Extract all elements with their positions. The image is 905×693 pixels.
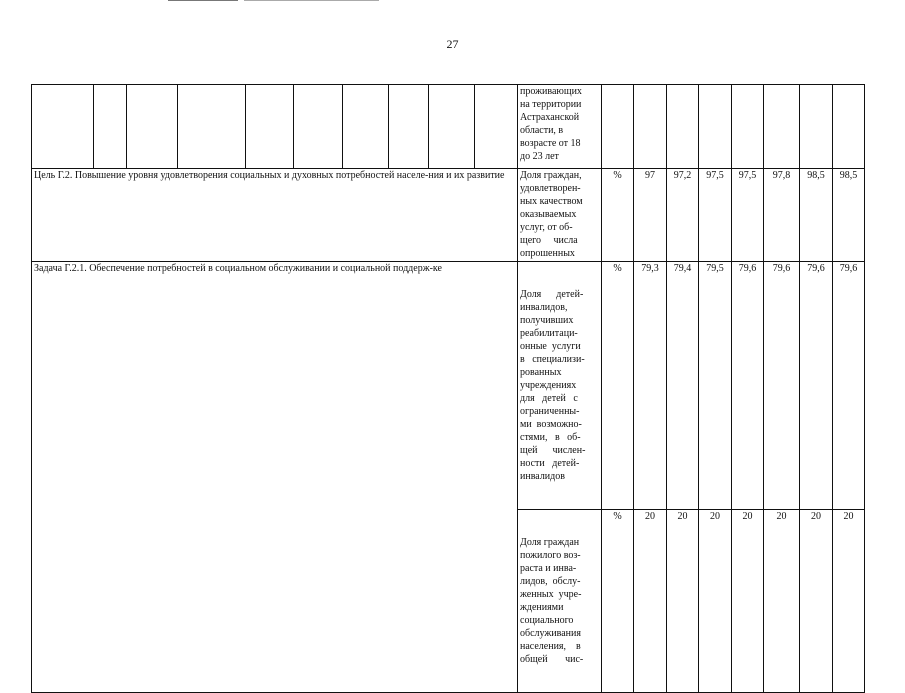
value-cell: 20 bbox=[634, 510, 667, 693]
indicator-line: удовлетворен- bbox=[520, 183, 581, 194]
indicator-line: лидов, обслу- bbox=[520, 576, 581, 587]
value-cell: 97,8 bbox=[764, 169, 800, 262]
value-cell: 20 bbox=[764, 510, 800, 693]
indicator-line: общей чис- bbox=[520, 654, 584, 665]
indicator-line: для детей с bbox=[520, 393, 578, 404]
indicator-line: Астраханской bbox=[520, 112, 580, 123]
indicator-line: ограниченны- bbox=[520, 406, 580, 417]
scan-mark-top-2 bbox=[244, 0, 379, 1]
indicator-line: области, в bbox=[520, 125, 564, 136]
indicator-cell bbox=[518, 262, 602, 510]
empty-cell bbox=[634, 85, 667, 169]
empty-cell bbox=[32, 85, 94, 169]
indicator-line: стями, в об- bbox=[520, 432, 581, 443]
value-cell: 97 bbox=[634, 169, 667, 262]
value-cell: 20 bbox=[699, 510, 732, 693]
empty-cell bbox=[429, 85, 475, 169]
indicator-line: получивших bbox=[520, 315, 574, 326]
value-cell: 79,5 bbox=[699, 262, 732, 510]
indicator-line: обслуживания bbox=[520, 628, 581, 639]
indicator-line: Доля граждан bbox=[520, 537, 580, 548]
indicator-line: в специализи- bbox=[520, 354, 585, 365]
table-row-goal bbox=[32, 169, 865, 262]
indicator-line: проживающих bbox=[520, 86, 582, 97]
indicator-line: населения, в bbox=[520, 641, 581, 652]
indicator-cell bbox=[518, 85, 602, 169]
page-number: 27 bbox=[446, 37, 459, 51]
value-cell: 79,4 bbox=[667, 262, 699, 510]
indicator-line: ности детей- bbox=[520, 458, 580, 469]
value-cell: 79,6 bbox=[732, 262, 764, 510]
indicator-line: реабилитаци- bbox=[520, 328, 578, 339]
indicator-line: ждениями bbox=[520, 602, 564, 613]
table-row-continuation bbox=[32, 85, 865, 169]
value-cell: 79,6 bbox=[833, 262, 865, 510]
value-cell: 97,5 bbox=[699, 169, 732, 262]
empty-cell bbox=[178, 85, 246, 169]
value-cell: 20 bbox=[667, 510, 699, 693]
empty-cell bbox=[800, 85, 833, 169]
indicator-line: ми возможно- bbox=[520, 419, 582, 430]
indicator-cell bbox=[518, 169, 602, 262]
indicator-line: Доля детей- bbox=[520, 289, 584, 300]
indicator-cell bbox=[518, 510, 602, 693]
value-cell: 79,6 bbox=[764, 262, 800, 510]
indicator-line: ных качеством bbox=[520, 196, 583, 207]
indicator-line: инвалидов, bbox=[520, 302, 568, 313]
table-row-task bbox=[32, 262, 865, 510]
value-cell: 98,5 bbox=[800, 169, 833, 262]
empty-cell bbox=[667, 85, 699, 169]
empty-cell bbox=[94, 85, 127, 169]
empty-cell bbox=[127, 85, 178, 169]
unit-cell: % bbox=[602, 169, 634, 262]
empty-cell bbox=[833, 85, 865, 169]
indicator-line: социального bbox=[520, 615, 574, 626]
empty-cell bbox=[699, 85, 732, 169]
scan-mark-top bbox=[168, 0, 238, 1]
indicator-line: возрасте от 18 bbox=[520, 138, 581, 149]
value-cell: 98,5 bbox=[833, 169, 865, 262]
empty-cell bbox=[343, 85, 389, 169]
empty-cell bbox=[602, 85, 634, 169]
unit-cell: % bbox=[602, 262, 634, 510]
empty-cell bbox=[732, 85, 764, 169]
empty-cell bbox=[764, 85, 800, 169]
indicator-line: инвалидов bbox=[520, 471, 565, 482]
value-cell: 79,6 bbox=[800, 262, 833, 510]
unit-cell: % bbox=[602, 510, 634, 693]
value-cell: 79,3 bbox=[634, 262, 667, 510]
indicator-line: онные услуги bbox=[520, 341, 581, 352]
indicator-line: женных учре- bbox=[520, 589, 582, 600]
indicator-line: на территории bbox=[520, 99, 582, 110]
value-cell: 20 bbox=[833, 510, 865, 693]
empty-cell bbox=[294, 85, 343, 169]
indicator-line: щей числен- bbox=[520, 445, 586, 456]
indicator-table bbox=[31, 84, 865, 693]
task-cell: Задача Г.2.1. Обеспечение потребностей в социальном обслуживании и социальной поддерж-ке bbox=[32, 262, 518, 693]
value-cell: 20 bbox=[732, 510, 764, 693]
indicator-line: услуг, от об- bbox=[520, 222, 573, 233]
empty-cell bbox=[475, 85, 518, 169]
indicator-line: оказываемых bbox=[520, 209, 577, 220]
indicator-line: рованных bbox=[520, 367, 562, 378]
indicator-line: пожилого воз- bbox=[520, 550, 581, 561]
indicator-line: до 23 лет bbox=[520, 151, 559, 162]
value-cell: 20 bbox=[800, 510, 833, 693]
indicator-line: щего числа bbox=[520, 235, 578, 246]
indicator-line: учреждениях bbox=[520, 380, 577, 391]
indicator-line: раста и инва- bbox=[520, 563, 577, 574]
indicator-line: Доля граждан, bbox=[520, 170, 582, 181]
value-cell: 97,5 bbox=[732, 169, 764, 262]
empty-cell bbox=[389, 85, 429, 169]
indicator-line: опрошенных bbox=[520, 248, 575, 259]
goal-cell: Цель Г.2. Повышение уровня удовлетворения социальных и духовных потребностей населе-ния и их развитие bbox=[32, 169, 518, 262]
value-cell: 97,2 bbox=[667, 169, 699, 262]
empty-cell bbox=[246, 85, 294, 169]
